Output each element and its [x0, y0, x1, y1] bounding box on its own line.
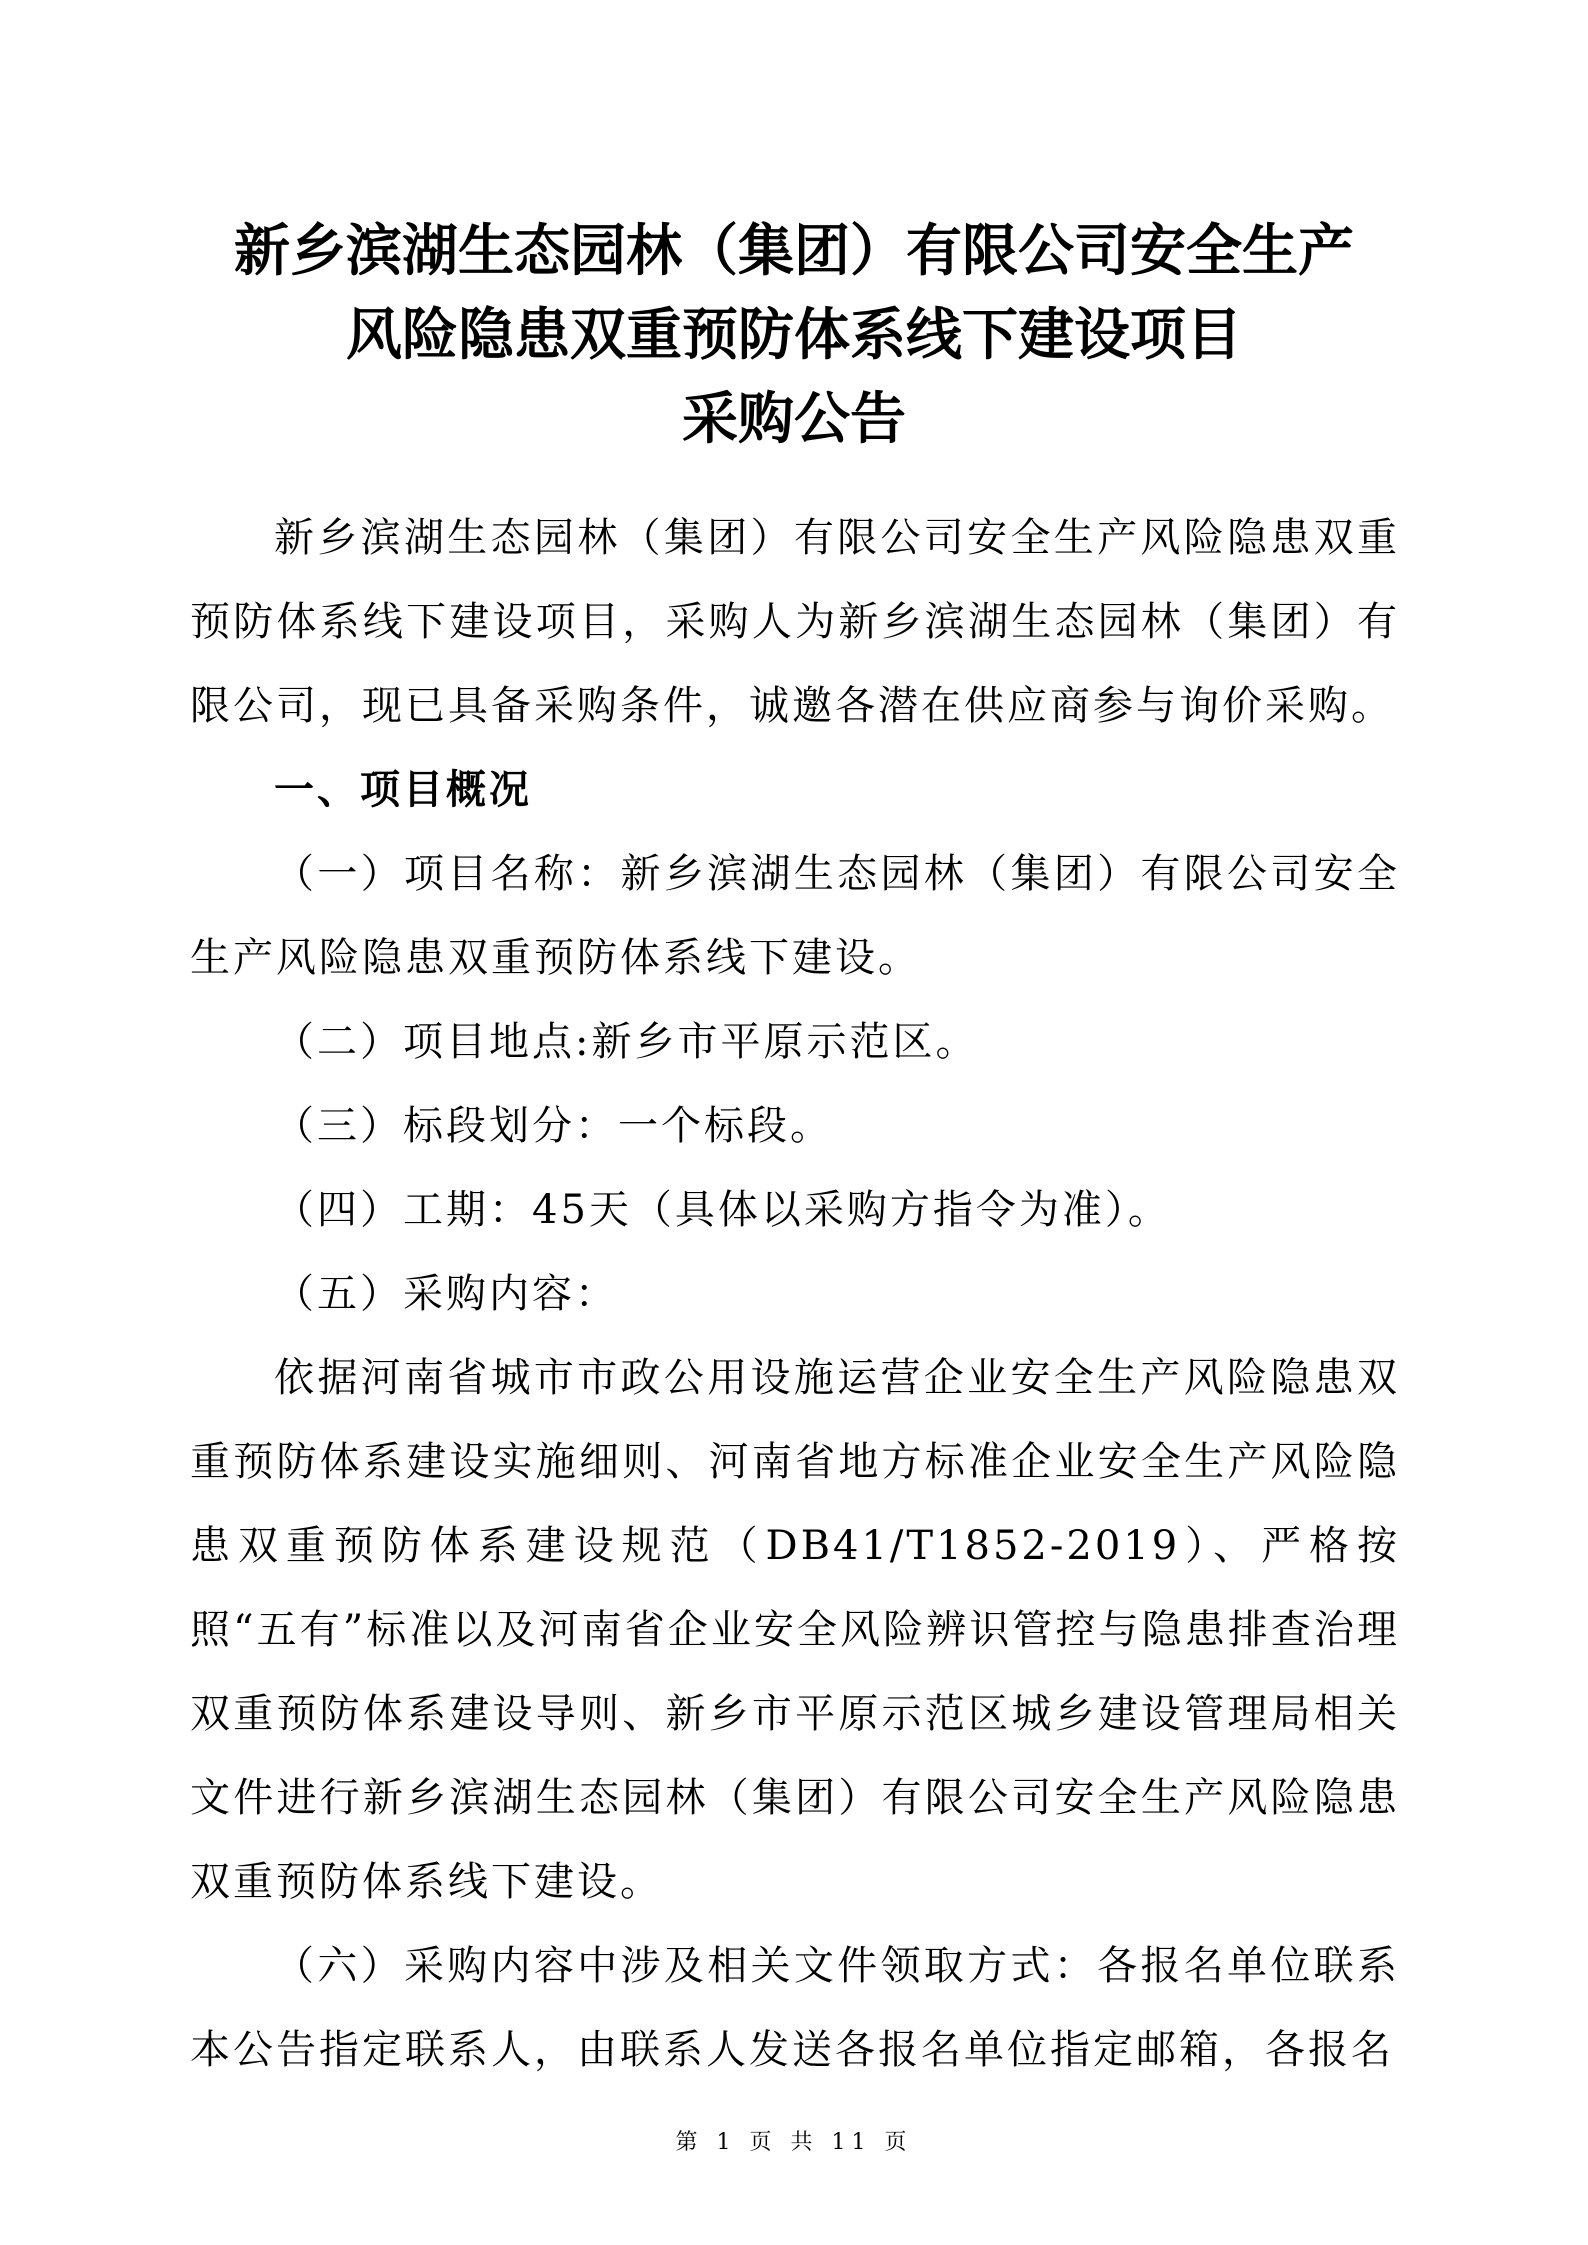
procurement-content-paragraph: 依据河南省城市市政公用设施运营企业安全生产风险隐患双重预防体系建设实施细则、河南省地方标准企业安全生产风险隐患双重预防体系建设规范（DB41/T1852-2019）、严格按照“五有”标准以及河南省企业安全风险辨识管控与隐患排查治理双重预防体系建设导则、新乡市平原示范区城乡建设管理局相关文件进行新乡滨湖生态园林（集团）有限公司安全生产风险隐患双重预防体系线下建设。	[190, 1355, 1400, 1905]
document-body	[190, 496, 1400, 2092]
title-line-1: 新乡滨湖生态园林（集团）有限公司安全生产	[234, 219, 1354, 284]
item-project-name: （一）项目名称：新乡滨湖生态园林（集团）有限公司安全生产风险隐患双重预防体系线下建设。	[190, 851, 1400, 981]
item-document-collection: （六）采购内容中涉及相关文件领取方式：各报名单位联系本公告指定联系人，由联系人发送各报名单位指定邮箱，各报名	[190, 1943, 1400, 2073]
item-duration: （四）工期：45天（具体以采购方指令为准）。	[274, 1187, 1171, 1233]
item-lot-division: （三）标段划分：一个标段。	[274, 1103, 833, 1149]
document-title	[150, 210, 1438, 462]
title-line-3: 采购公告	[682, 387, 906, 452]
item-procurement-content: （五）采购内容：	[274, 1271, 618, 1317]
intro-paragraph: 新乡滨湖生态园林（集团）有限公司安全生产风险隐患双重预防体系线下建设项目，采购人为新乡滨湖生态园林（集团）有限公司，现已具备采购条件，诚邀各潜在供应商参与询价采购。	[190, 515, 1400, 729]
item-project-location: （二）项目地点:新乡市平原示范区。	[274, 1019, 979, 1065]
section-heading-project-overview: 一、项目概况	[274, 767, 532, 813]
page-footer: 第 1 页 共 11 页	[675, 2130, 913, 2155]
title-line-2: 风险隐患双重预防体系线下建设项目	[346, 303, 1242, 368]
